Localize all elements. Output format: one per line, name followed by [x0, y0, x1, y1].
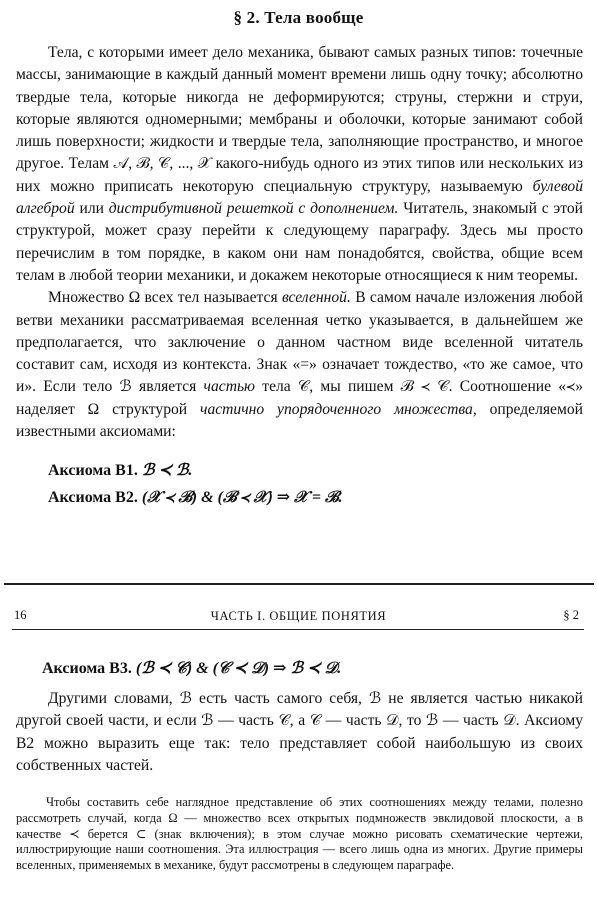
- axiom-b1: [0, 460, 597, 480]
- paragraph2-mid2: тела 𝒞, мы пишем ℬ ≺ 𝒞. Соотношение «≺» наделяет Ω структурой: [16, 378, 583, 418]
- running-head-section: § 2: [563, 608, 579, 622]
- axiom-b3-label: Аксиома B3.: [42, 660, 132, 677]
- axiom-b1-label: Аксиома B1.: [48, 462, 138, 480]
- footnote: Чтобы составить себе наглядное представление об этих соотношениях между телами, полезно рассмотреть случай, когда Ω — множество всех открытых подмножеств эвклидовой плоскости, а в качестве ≺ берется ⊂ (знак включения); в этом случае можно рисовать схематические чертежи, иллюстрирующие наши соотношения. Эта иллюстрация — всего лишь одна из многих. Другие примеры вселенных, применяемых в механике, будут рассмотрены в следующем параграфе.: [16, 795, 583, 873]
- running-head-rule: [12, 629, 584, 630]
- axiom-b1-formula: ℬ ≺ ℬ.: [141, 462, 193, 480]
- term-part: частью: [203, 378, 256, 396]
- paragraph-in-other-words: Другими словами, ℬ есть часть самого себя, ℬ не является частью никакой другой своей части, и если ℬ — часть 𝒞, а 𝒞 — часть 𝒟, то ℬ — часть 𝒟. Аксиому B2 можно выразить еще так: тело представляет собой наибольшую из своих собственных частей.: [16, 690, 583, 774]
- term-distributive-lattice: дистрибутивной решеткой с дополнением.: [108, 200, 399, 218]
- term-universe: вселенной.: [281, 289, 351, 307]
- paragraph2-start: Множество Ω всех тел называется: [48, 289, 278, 307]
- paragraph-universe: [0, 287, 597, 443]
- paragraph2-end: определяемой известными аксиомами:: [16, 400, 583, 441]
- page-separator-rule: [4, 583, 594, 585]
- running-head-title: ЧАСТЬ I. ОБЩИЕ ПОНЯТИЯ: [210, 609, 387, 623]
- paragraph2-mid1: В самом начале изложения любой ветви механики рассматриваемая вселенная четко указывается, в дальнейшем же предполагается, что заключение о данном частном виде вселенной читатель составит сам, исходя из контекста. Знак «=» означает тождество, «то же самое, что и». Если тело ℬ является: [16, 289, 583, 396]
- term-partially-ordered-set: частично упорядоченного множества,: [200, 400, 477, 418]
- running-head: [0, 608, 597, 628]
- term-boolean-algebra: булевой алгеброй: [16, 177, 583, 218]
- axiom-b2-formula: (𝒳 ≺ ℬ) & (ℬ ≺ 𝒳) ⇒ 𝒳 = ℬ.: [141, 489, 343, 507]
- paragraph-bodies-types: [0, 42, 597, 287]
- paragraph1-or: или: [79, 200, 104, 218]
- paragraph1-text: Тела, с которыми имеет дело механика, бывают самых разных типов: точечные массы, занимающие в каждый данный момент времени лишь одну точку; абсолютно твердые тела, которые никогда не деформируются; струны, стержни и струи, которые являются одномерными; мембраны и оболочки, которые занимают собой лишь поверхности; жидкости и твердые тела, заполняющие пространство, и многое другое. Телам 𝒜, ℬ, 𝒞, ..., 𝒳 какого-нибудь одного из этих типов или нескольких из них можно приписать некоторую специальную структуру, называемую: [16, 44, 583, 195]
- section-heading: § 2. Тела вообще: [233, 8, 364, 27]
- axiom-b3: [0, 658, 341, 678]
- axiom-b2: [0, 487, 597, 507]
- page-number: 16: [14, 608, 27, 622]
- axiom-b2-label: Аксиома B2.: [48, 489, 138, 507]
- axiom-b3-formula: (ℬ ≺ 𝒞) & (𝒞 ≺ 𝒟) ⇒ ℬ ≺ 𝒟.: [135, 660, 342, 677]
- paragraph1-end: Читатель, знакомый с этой структурой, может сразу перейти к следующему параграфу. Здесь мы просто перечислим в том порядке, в каком они нам понадобятся, свойства, общие всем телам в любой теории механики, и докажем некоторые относящиеся к ним теоремы.: [16, 200, 583, 284]
